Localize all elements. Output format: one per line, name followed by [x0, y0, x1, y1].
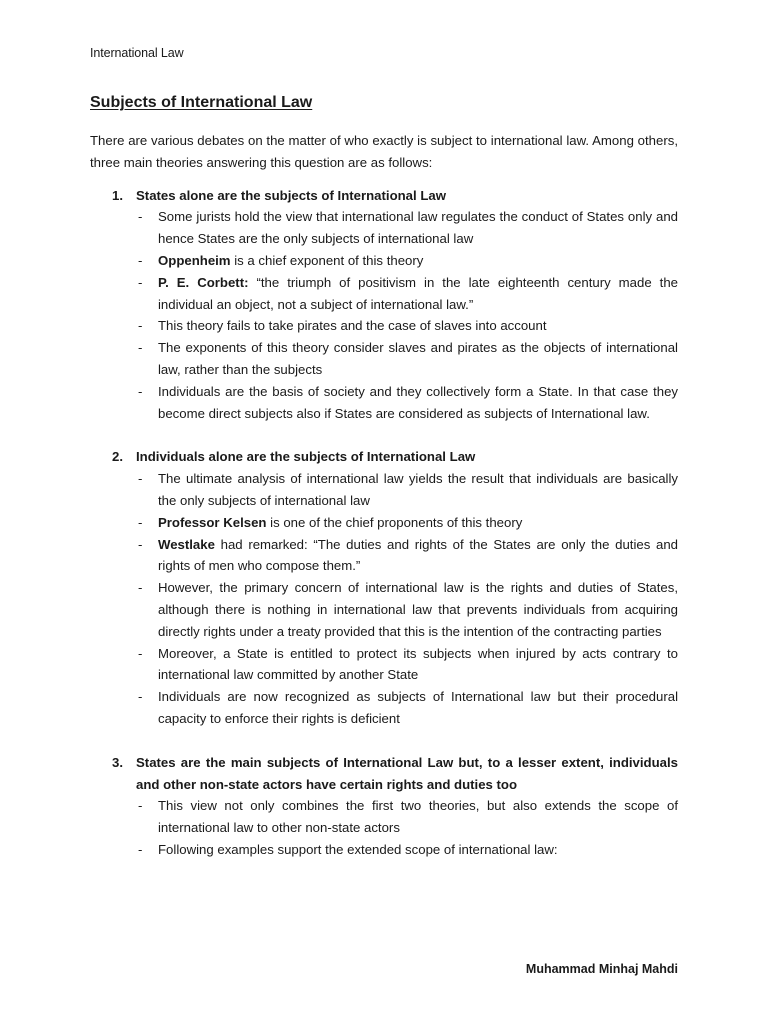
bullet-body: Some jurists hold the view that international law regulates the conduct of States only and hence States are the only subjects of international law	[158, 209, 678, 247]
theory-section	[90, 185, 678, 425]
document-title: Subjects of International Law	[90, 94, 313, 111]
bullet-point	[90, 577, 678, 642]
bullet-point	[90, 337, 678, 381]
dash-marker: -	[138, 471, 143, 487]
bullet-text	[158, 577, 678, 642]
theory-title: Individuals alone are the subjects of International Law	[136, 449, 476, 465]
theory-points	[90, 206, 678, 424]
theories-list	[90, 185, 678, 861]
theory-title: States are the main subjects of International Law but, to a lesser extent, individuals and other non-state actors have certain rights and duties too	[136, 754, 678, 792]
bullet-body: The exponents of this theory consider slaves and pirates as the objects of international law, rather than the subjects	[158, 340, 678, 377]
theory-heading	[90, 446, 678, 468]
theory-section	[90, 752, 678, 861]
bullet-point	[90, 468, 678, 512]
bullet-emphasis: Westlake	[158, 536, 215, 552]
intro-paragraph: There are various debates on the matter of who exactly is subject to international law. Among others, three main theories answering this question are as follows:	[90, 133, 678, 170]
bullet-emphasis: Professor Kelsen	[158, 514, 267, 530]
bullet-text	[158, 315, 678, 337]
bullet-point	[90, 381, 678, 425]
dash-marker: -	[138, 252, 143, 268]
bullet-body: is a chief exponent of this theory	[230, 252, 424, 268]
bullet-text	[158, 534, 678, 578]
bullet-text	[158, 795, 678, 839]
bullet-point	[90, 795, 678, 839]
theory-title: States alone are the subjects of International Law	[136, 187, 446, 203]
dash-marker: -	[138, 514, 143, 530]
bullet-text	[158, 839, 678, 861]
bullet-text	[158, 381, 678, 425]
theory-heading	[90, 185, 678, 207]
bullet-point	[90, 250, 678, 272]
dash-marker: -	[138, 645, 143, 661]
theory-points	[90, 468, 678, 730]
dash-marker: -	[138, 689, 143, 705]
bullet-body: This view not only combines the first two theories, but also extends the scope of international law to other non-state actors	[158, 798, 678, 836]
dash-marker: -	[138, 274, 143, 290]
theory-heading	[90, 752, 678, 796]
theory-number: 3.	[112, 754, 123, 770]
bullet-body: This theory fails to take pirates and the case of slaves into account	[158, 318, 547, 334]
bullet-body: The ultimate analysis of international law yields the result that individuals are basically the only subjects of international law	[158, 471, 678, 508]
bullet-text	[158, 337, 678, 381]
bullet-body: Following examples support the extended scope of international law:	[158, 841, 558, 857]
bullet-body: “the triumph of positivism in the late eighteenth century made the individual an object, not a subject of international law.”	[158, 274, 678, 312]
bullet-body: Individuals are now recognized as subjects of International law but their procedural capacity to enforce their rights is deficient	[158, 689, 678, 726]
bullet-emphasis: Oppenheim	[158, 252, 231, 268]
dash-marker: -	[138, 536, 143, 552]
dash-marker: -	[138, 798, 143, 814]
bullet-text	[158, 512, 678, 534]
dash-marker: -	[138, 841, 143, 857]
dash-marker: -	[138, 209, 143, 225]
theory-points	[90, 795, 678, 860]
document-body	[90, 130, 678, 883]
bullet-point	[90, 686, 678, 730]
bullet-body: had remarked: “The duties and rights of the States are only the duties and rights of men who compose them.”	[158, 536, 678, 574]
bullet-text	[158, 468, 678, 512]
bullet-point	[90, 643, 678, 687]
bullet-text	[158, 206, 678, 250]
dash-marker: -	[138, 383, 143, 399]
dash-marker: -	[138, 318, 143, 334]
dash-marker: -	[138, 340, 143, 356]
footer-author: Muhammad Minhaj Mahdi	[525, 962, 678, 976]
theory-number: 1.	[112, 187, 123, 203]
dash-marker: -	[138, 580, 143, 596]
bullet-point	[90, 512, 678, 534]
bullet-point	[90, 315, 678, 337]
bullet-body: Moreover, a State is entitled to protect its subjects when injured by acts contrary to international law committed by another State	[158, 645, 678, 683]
bullet-text	[158, 643, 678, 687]
bullet-point	[90, 839, 678, 861]
bullet-text	[158, 250, 678, 272]
bullet-point	[90, 534, 678, 578]
theory-number: 2.	[112, 449, 123, 465]
bullet-point	[90, 272, 678, 316]
bullet-body: Individuals are the basis of society and they collectively form a State. In that case they become direct subjects also if States are considered as subjects of International law.	[158, 383, 678, 421]
running-header: International Law	[90, 46, 184, 60]
bullet-body: is one of the chief proponents of this theory	[266, 514, 523, 530]
bullet-emphasis: P. E. Corbett:	[158, 274, 249, 290]
bullet-point	[90, 206, 678, 250]
bullet-text	[158, 272, 678, 316]
theory-section	[90, 446, 678, 729]
bullet-text	[158, 686, 678, 730]
bullet-body: However, the primary concern of international law is the rights and duties of States, although there is nothing in international law that prevents individuals from acquiring directly rights under a treaty provided that this is the intention of the contracting parties	[158, 580, 678, 639]
